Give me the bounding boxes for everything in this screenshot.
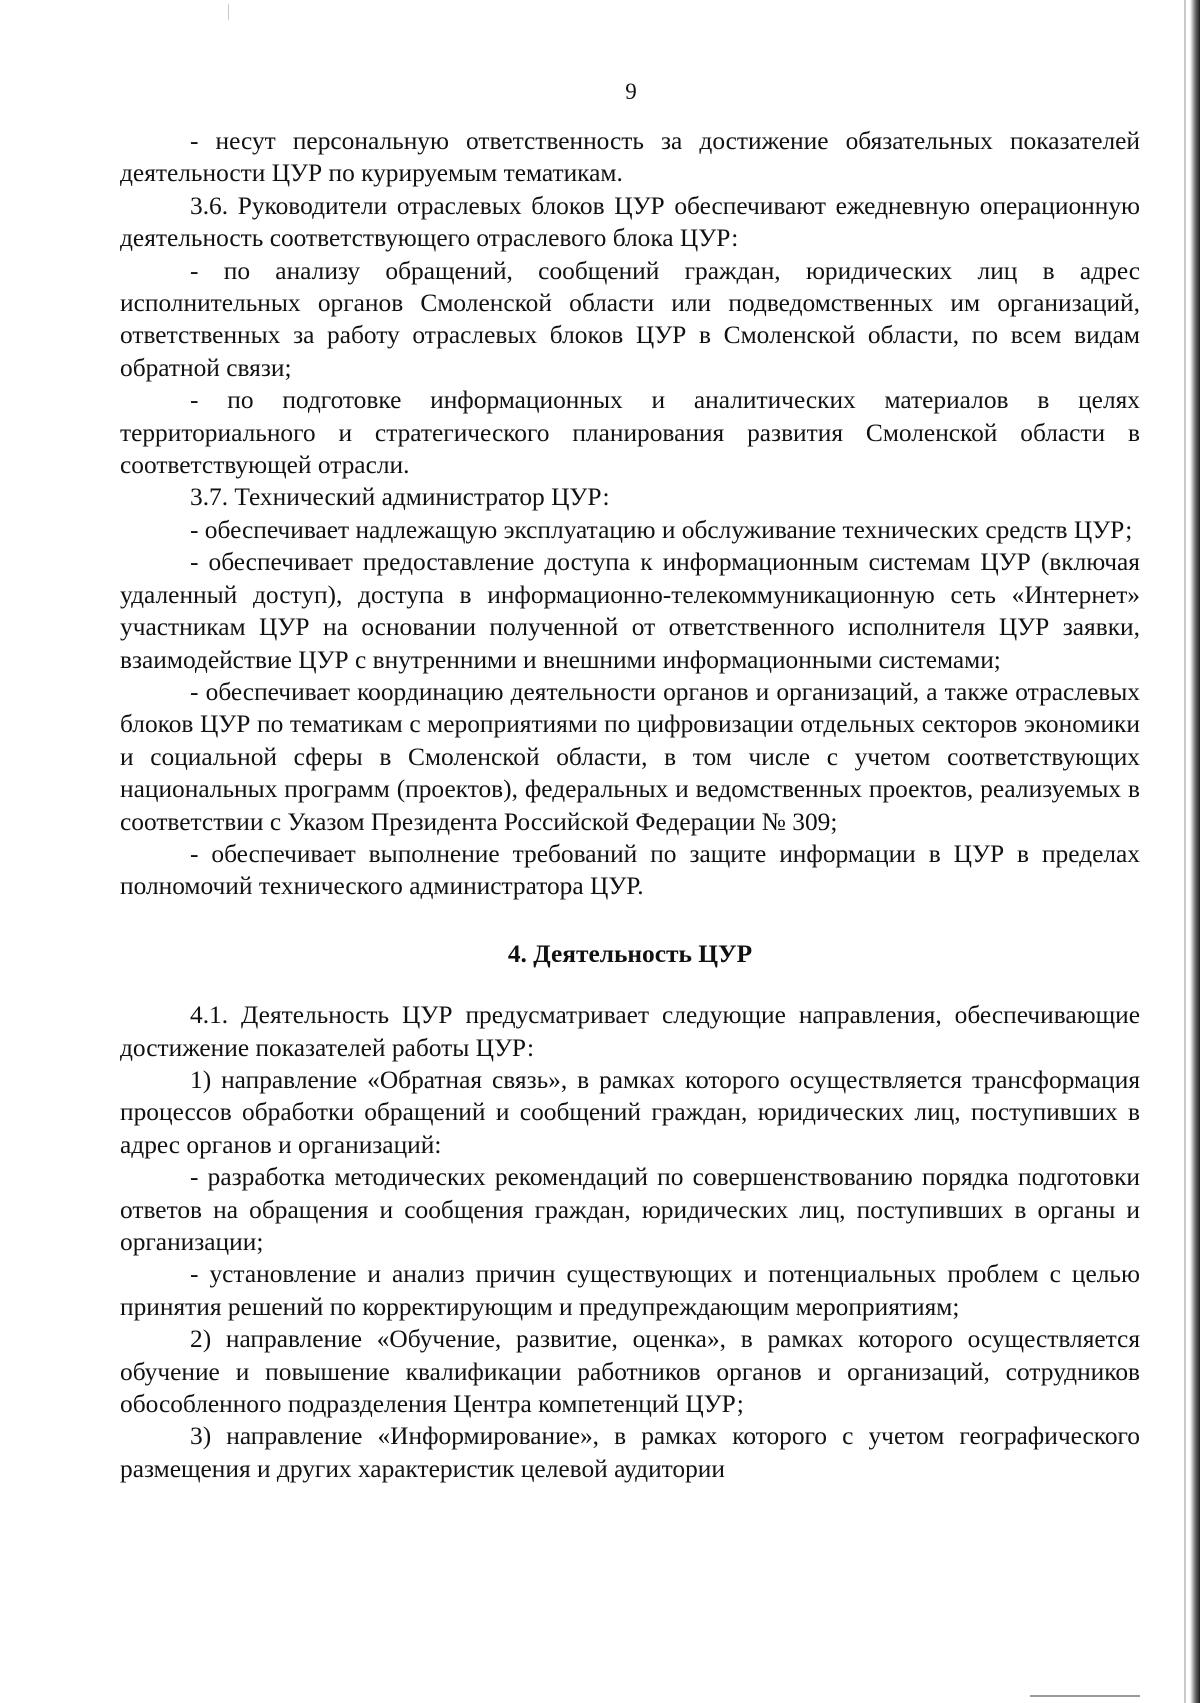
paragraph-security: - обеспечивает выполнение требований по защите информации в ЦУР в пределах полномочий технического администратора ЦУР.: [120, 839, 1140, 901]
paragraph-3-7: 3.7. Технический администратор ЦУР:: [190, 483, 610, 512]
paragraph-training-direction: 2) направление «Обучение, развитие, оценка», в рамках которого осуществляется обучение и повышение квалификации работников органов и организаций, сотрудников обособленного подразделения Центра компетенций ЦУР;: [120, 1325, 1140, 1419]
scan-edge-shadow: [1190, 0, 1200, 1703]
scan-artifact-top: [228, 4, 229, 20]
scan-edge-line: [1184, 0, 1186, 1703]
paragraph-preparation: - по подготовке информационных и аналитических материалов в целях территориального и стратегического планирования развития Смоленской области в соответствующей отрасли.: [120, 386, 1140, 480]
paragraph-feedback-direction: 1) направление «Обратная связь», в рамках которого осуществляется трансформация процессов обработки обращений и сообщений граждан, юридических лиц, поступивших в адрес органов и организаций:: [120, 1065, 1140, 1159]
paragraph-problem-analysis: - установление и анализ причин существующих и потенциальных проблем с целью принятия решений по корректирующим и предупреждающим мероприятиям;: [120, 1260, 1140, 1321]
paragraph-analysis: - по анализу обращений, сообщений граждан, юридических лиц в адрес исполнительных органов Смоленской области или подведомственных им организаций, ответственных за работу отраслевых блоков ЦУР в Смоленской области, по всем видам обратной связи;: [120, 256, 1140, 382]
section-heading: 4. Деятельность ЦУР: [507, 939, 753, 968]
paragraph-coordination: - обеспечивает координацию деятельности органов и организаций, а также отраслевых блоков ЦУР по тематикам с мероприятиями по цифровизации отдельных секторов экономики и социальной сферы в Смоленской области, в том числе с учетом соответствующих национальных программ (проектов), федеральных и ведомственных проектов, реализуемых в соответствии с Указом Президента Российской Федерации № 309;: [120, 677, 1140, 836]
document-body: [120, 125, 1140, 1485]
paragraph-4-1: 4.1. Деятельность ЦУР предусматривает следующие направления, обеспечивающие достижение показателей работы ЦУР:: [120, 1001, 1140, 1062]
paragraph-maintenance: - обеспечивает надлежащую эксплуатацию и обслуживание технических средств ЦУР;: [190, 515, 1133, 544]
paragraph-access: - обеспечивает предоставление доступа к информационным системам ЦУР (включая удаленный доступ), доступа в информационно-телекоммуникационную сеть «Интернет» участникам ЦУР на основании полученной от ответственного исполнителя ЦУР заявки, взаимодействие ЦУР с внутренними и внешними информационными системами;: [120, 548, 1140, 674]
paragraph-3-6: 3.6. Руководители отраслевых блоков ЦУР обеспечивают ежедневную операционную деятельность соответствующего отраслевого блока ЦУР:: [120, 191, 1140, 253]
paragraph-responsibility: - несут персональную ответственность за достижение обязательных показателей деятельности ЦУР по курируемым тематикам.: [120, 127, 1140, 188]
scan-artifact-bottom: [1030, 1695, 1140, 1697]
page-number: 9: [625, 79, 637, 104]
paragraph-methodology: - разработка методических рекомендаций по совершенствованию порядка подготовки ответов на обращения и сообщения граждан, юридических лиц, поступивших в органы и организации;: [120, 1163, 1140, 1256]
paragraph-informing-direction: 3) направление «Информирование», в рамках которого с учетом географического размещения и других характеристик целевой аудитории: [120, 1422, 1140, 1483]
